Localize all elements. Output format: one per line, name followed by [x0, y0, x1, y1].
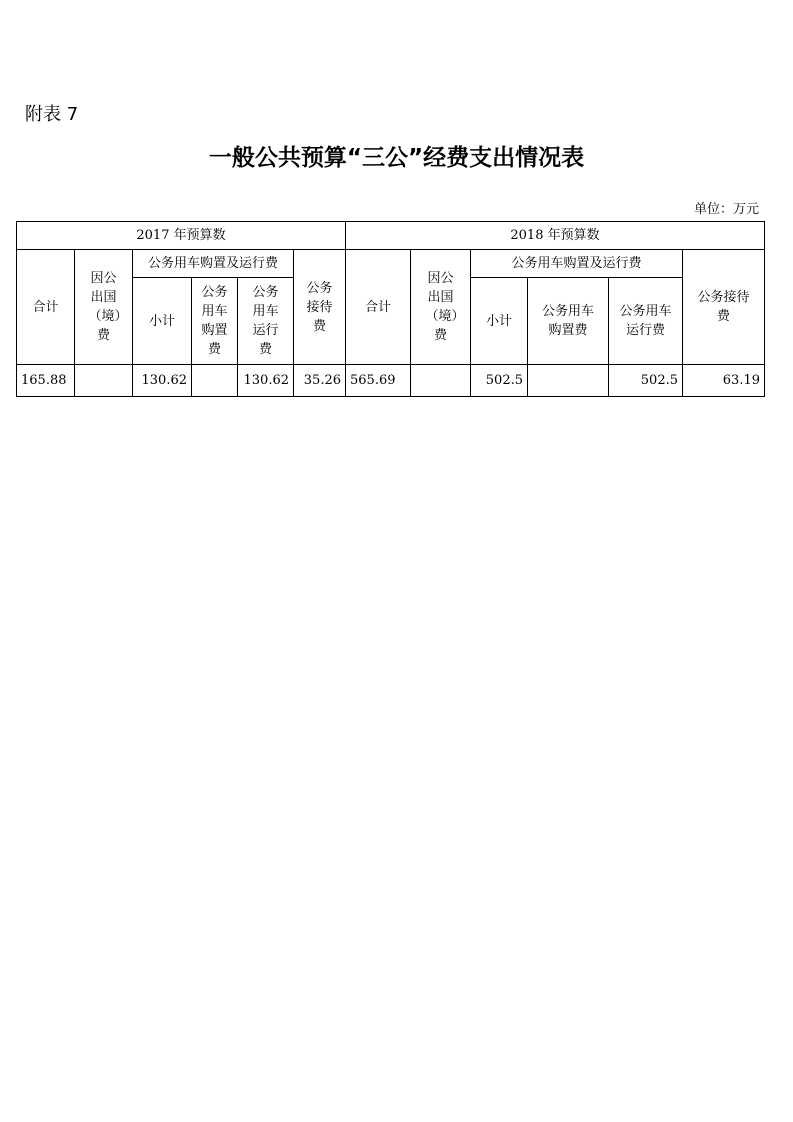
cell-2017-total: 165.88: [17, 365, 75, 397]
table-row: [17, 365, 765, 397]
header-2018-reception: [683, 250, 765, 365]
document-title: 一般公共预算“三公”经费支出情况表: [208, 145, 585, 171]
cell-2017-reception: 35.26: [294, 365, 346, 397]
unit-label: 单位：万元: [693, 202, 759, 217]
header-2018-subtotal: 小计: [471, 278, 528, 365]
header-2017-total: 合计: [17, 250, 75, 365]
appendix-label: 附表 7: [25, 104, 79, 125]
header-2017-reception-text: 公务接待费: [306, 280, 333, 334]
cell-2018-vehicle-operation: 502.5: [609, 365, 683, 397]
year-2018-header: 2018 年预算数: [346, 222, 765, 250]
header-2017-abroad-text: 因公出国（境）费: [88, 271, 128, 343]
cell-2017-abroad: [75, 365, 133, 397]
header-2017-vehicle-purchase-text: 公务用车购置费: [201, 285, 228, 357]
header-2017-abroad: [75, 250, 133, 365]
cell-2018-vehicle-purchase: [528, 365, 609, 397]
year-header-row: [17, 222, 765, 250]
header-2018-vehicle-operation-text: 公务用车运行费: [619, 304, 672, 338]
year-2017-header: 2017 年预算数: [17, 222, 346, 250]
header-2018-vehicle-purchase: [528, 278, 609, 365]
group-header-row: [17, 250, 765, 278]
header-2017-reception: [294, 250, 346, 365]
cell-2018-abroad: [411, 365, 471, 397]
header-2017-vehicle-operation-text: 公务用车运行费: [252, 285, 279, 357]
header-2017-vehicle-purchase: [192, 278, 238, 365]
header-2018-total: 合计: [346, 250, 411, 365]
header-2017-subtotal: 小计: [133, 278, 192, 365]
cell-2018-total: 565.69: [346, 365, 411, 397]
header-2017-vehicle-group: 公务用车购置及运行费: [133, 250, 294, 278]
header-2018-reception-text: 公务接待费: [697, 290, 750, 324]
cell-2017-vehicle-operation: 130.62: [238, 365, 294, 397]
cell-2018-subtotal: 502.5: [471, 365, 528, 397]
cell-2017-subtotal: 130.62: [133, 365, 192, 397]
cell-2018-reception: 63.19: [683, 365, 765, 397]
header-2018-vehicle-operation: [609, 278, 683, 365]
cell-2017-vehicle-purchase: [192, 365, 238, 397]
header-2018-abroad-text: 因公出国（境）费: [425, 271, 465, 343]
three-public-expenses-table: [16, 221, 765, 397]
header-2018-abroad: [411, 250, 471, 365]
header-2018-vehicle-group: 公务用车购置及运行费: [471, 250, 683, 278]
header-2017-vehicle-operation: [238, 278, 294, 365]
header-2018-vehicle-purchase-text: 公务用车购置费: [541, 304, 594, 338]
